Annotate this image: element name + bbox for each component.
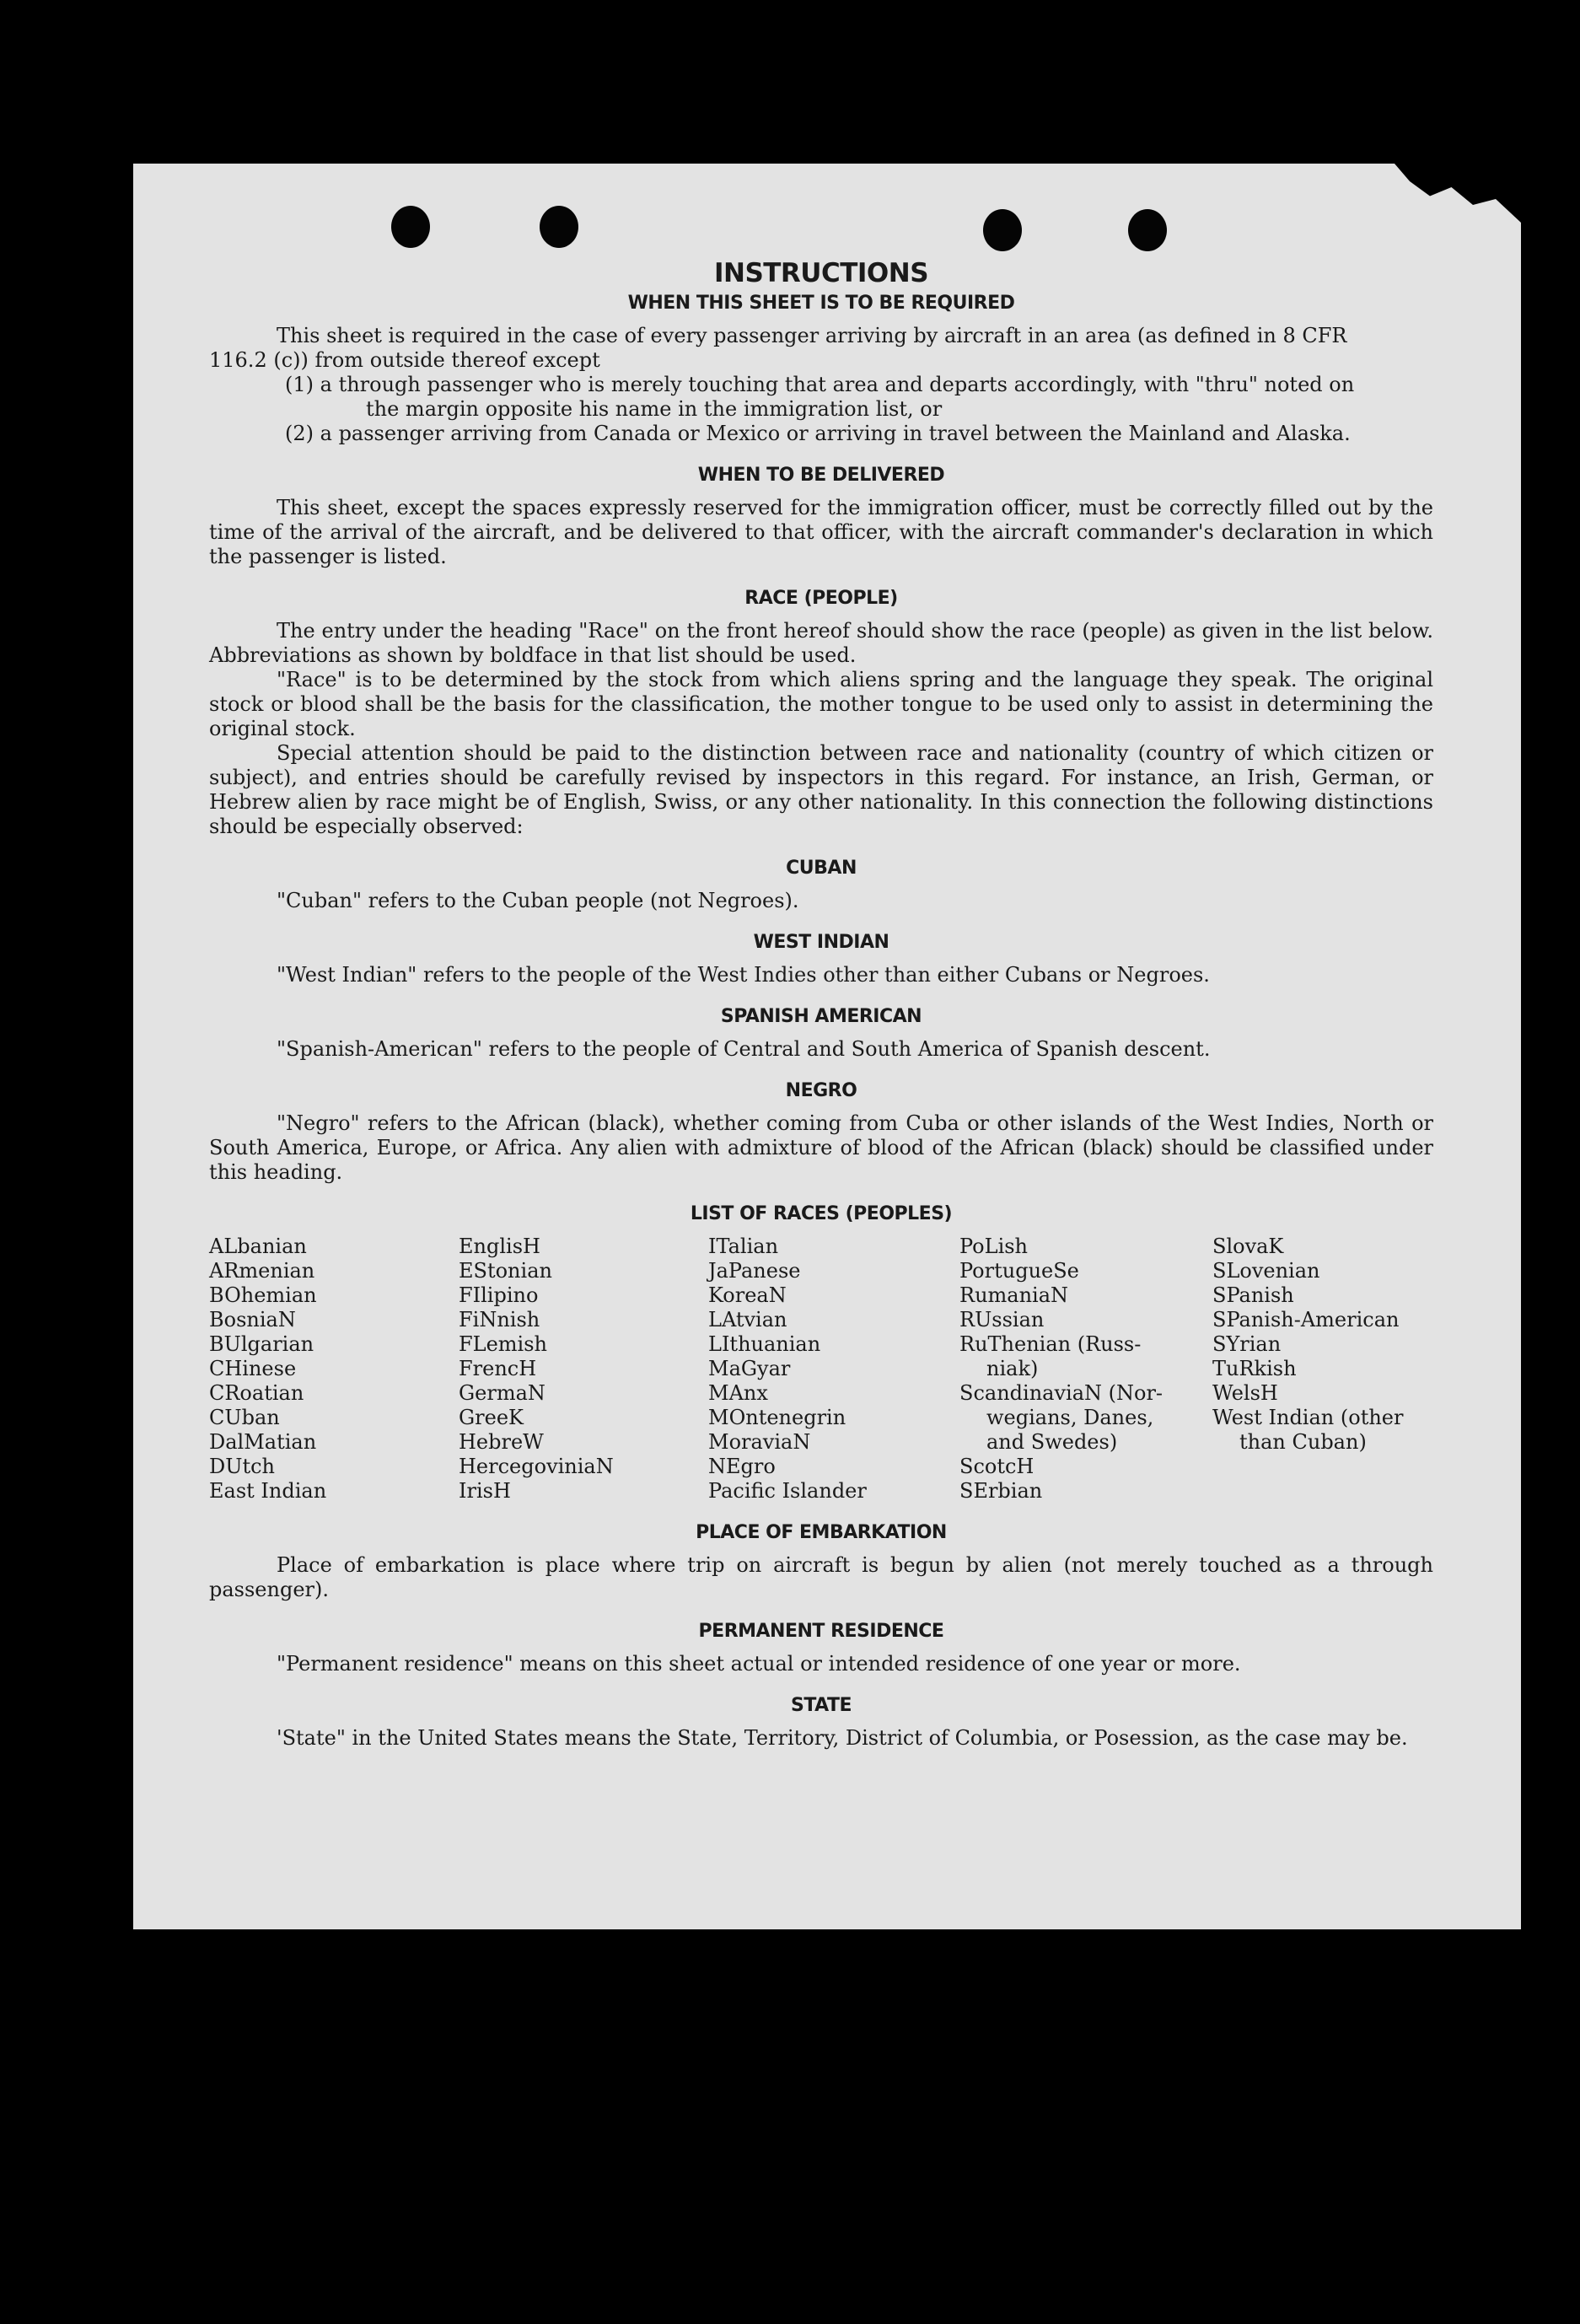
- race-paragraph-1: The entry under the heading "Race" on the front hereof should show the race (people) as given in the list below. Abbreviations as shown by boldface in that list should be used.: [209, 619, 1433, 667]
- race-entry: SYrian: [1212, 1332, 1282, 1356]
- race-entry: NEgro: [708, 1455, 776, 1478]
- race-entry-cont: than Cuban): [1239, 1430, 1367, 1454]
- exception-item-1-cont: the margin opposite his name in the immigration list, or: [366, 397, 943, 421]
- race-entry: ALbanian: [209, 1235, 307, 1258]
- race-entry: ScotcH: [959, 1455, 1035, 1478]
- cuban-text: "Cuban" refers to the Cuban people (not Negroes).: [277, 889, 799, 912]
- race-entry: GreeK: [459, 1406, 524, 1429]
- race-entry: ARmenian: [209, 1259, 315, 1283]
- race-entry: SLovenian: [1212, 1259, 1320, 1283]
- race-paragraph-3: Special attention should be paid to the distinction between race and nationality (country of which citizen or subject), and entries should be carefully revised by inspectors in this regard. For instance, an Irish, German, or Hebrew alien by race might be of English, Swiss, or any other nationality. In this connection the following distinctions should be especially observed:: [209, 741, 1433, 838]
- race-entry: EStonian: [459, 1259, 552, 1283]
- west-indian-text: "West Indian" refers to the people of the West Indies other than either Cubans or Negroes.: [277, 963, 1210, 987]
- race-paragraph-2: "Race" is to be determined by the stock from which aliens spring and the language they speak. The original stock or blood shall be the basis for the classification, the mother tongue to be used only to assist in determining the original stock.: [209, 668, 1433, 740]
- instructions-content: [209, 258, 1433, 1751]
- race-entry: Pacific Islander: [708, 1479, 867, 1503]
- races-column-1: [209, 1235, 459, 1504]
- race-entry: HebreW: [459, 1430, 544, 1454]
- race-entry: LIthuanian: [708, 1332, 821, 1356]
- race-entry: BosniaN: [209, 1308, 296, 1331]
- document-sheet: [133, 164, 1521, 1929]
- exception-item-1: (1) a through passenger who is merely touching that area and departs accordingly, with "thru" noted on: [285, 373, 1355, 396]
- race-entry: RuThenian (Russ-: [959, 1332, 1142, 1356]
- race-entry: BOhemian: [209, 1283, 317, 1307]
- race-entry: SErbian: [959, 1479, 1043, 1503]
- race-entry: EnglisH: [459, 1235, 540, 1258]
- race-entry-cont: wegians, Danes,: [986, 1406, 1154, 1429]
- race-entry: WelsH: [1212, 1381, 1278, 1405]
- section-heading-embarkation: PLACE OF EMBARKATION: [696, 1522, 947, 1543]
- race-entry: LAtvian: [708, 1308, 787, 1331]
- race-entry: JaPanese: [708, 1259, 801, 1283]
- race-entry: DUtch: [209, 1455, 276, 1478]
- race-entry: CHinese: [209, 1357, 297, 1380]
- embarkation-text: Place of embarkation is place where trip on aircraft is begun by alien (not merely touched as a through passenger).: [209, 1553, 1433, 1601]
- race-entry: SlovaK: [1212, 1235, 1284, 1258]
- race-entry: FLemish: [459, 1332, 547, 1356]
- race-entry: MOntenegrin: [708, 1406, 846, 1429]
- race-entry: FiNnish: [459, 1308, 540, 1331]
- intro-line-2: 116.2 (c)) from outside thereof except: [209, 348, 600, 372]
- race-entry: East Indian: [209, 1479, 327, 1503]
- section-heading-race: RACE (PEOPLE): [744, 588, 898, 609]
- punch-hole: [391, 206, 430, 248]
- race-entry: RumaniaN: [959, 1283, 1069, 1307]
- section-heading-cuban: CUBAN: [786, 858, 857, 879]
- section-heading-delivered: WHEN TO BE DELIVERED: [697, 465, 945, 486]
- race-entry: BUlgarian: [209, 1332, 314, 1356]
- section-heading-required: WHEN THIS SHEET IS TO BE REQUIRED: [627, 293, 1015, 314]
- races-column-5: [1212, 1235, 1433, 1504]
- race-entry: MoraviaN: [708, 1430, 811, 1454]
- races-list: [209, 1235, 1433, 1504]
- race-entry: MaGyar: [708, 1357, 791, 1380]
- race-entry: KoreaN: [708, 1283, 787, 1307]
- race-entry: ScandinaviaN (Nor-: [959, 1381, 1164, 1405]
- race-entry: SPanish-American: [1212, 1308, 1400, 1331]
- race-entry: FIlipino: [459, 1283, 539, 1307]
- race-entry: HercegovinіaN: [459, 1455, 614, 1478]
- section-heading-races-list: LIST OF RACES (PEOPLES): [690, 1203, 953, 1224]
- spanish-american-text: "Spanish-American" refers to the people of Central and South America of Spanish descent.: [277, 1037, 1211, 1061]
- race-entry: IrisH: [459, 1479, 511, 1503]
- race-entry: PoLish: [959, 1235, 1029, 1258]
- section-heading-state: STATE: [791, 1695, 852, 1716]
- punch-hole: [1128, 209, 1167, 251]
- race-entry: CUban: [209, 1406, 280, 1429]
- negro-text: "Negro" refers to the African (black), whether coming from Cuba or other islands of the West Indies, North or South America, Europe, or Africa. Any alien with admixture of blood of the African (black) should be classified under this heading.: [209, 1111, 1433, 1184]
- page-title: INSTRUCTIONS: [713, 258, 929, 288]
- races-column-4: [959, 1235, 1212, 1504]
- state-text: 'State" in the United States means the State, Territory, District of Columbia, or Posession, as the case may be.: [277, 1726, 1408, 1750]
- section-heading-negro: NEGRO: [785, 1080, 857, 1101]
- race-entry: MAnx: [708, 1381, 768, 1405]
- section-heading-residence: PERMANENT RESIDENCE: [698, 1621, 944, 1642]
- race-entry: TuRkish: [1212, 1357, 1297, 1380]
- races-column-3: [708, 1235, 959, 1504]
- race-entry: FrencH: [459, 1357, 537, 1380]
- race-entry: CRoatian: [209, 1381, 304, 1405]
- races-column-2: [459, 1235, 708, 1504]
- section-heading-spanish-american: SPANISH AMERICAN: [720, 1006, 922, 1027]
- delivered-text: This sheet, except the spaces expressly reserved for the immigration officer, must be correctly filled out by the time of the arrival of the aircraft, and be delivered to that officer, with the aircraft commander's declaration in which the passenger is listed.: [209, 496, 1433, 568]
- race-entry: RUssian: [959, 1308, 1045, 1331]
- intro-line-1: This sheet is required in the case of every passenger arriving by aircraft in an area (as defined in 8 CFR: [277, 324, 1347, 347]
- race-entry: PortugueSe: [959, 1259, 1079, 1283]
- race-entry: SPanish: [1212, 1283, 1294, 1307]
- punch-hole: [983, 209, 1022, 251]
- race-entry-cont: and Swedes): [986, 1430, 1118, 1454]
- race-entry: DalMatian: [209, 1430, 317, 1454]
- race-entry: GermaN: [459, 1381, 545, 1405]
- exception-item-2: (2) a passenger arriving from Canada or Mexico or arriving in travel between the Mainland and Alaska.: [285, 422, 1351, 445]
- race-entry: ITalian: [708, 1235, 779, 1258]
- punch-hole: [540, 206, 578, 248]
- race-entry-cont: niak): [986, 1357, 1039, 1380]
- section-heading-west-indian: WEST INDIAN: [753, 932, 889, 953]
- race-entry: West Indian (other: [1212, 1406, 1404, 1429]
- torn-corner: [1395, 164, 1521, 223]
- residence-text: "Permanent residence" means on this sheet actual or intended residence of one year or more.: [277, 1652, 1241, 1676]
